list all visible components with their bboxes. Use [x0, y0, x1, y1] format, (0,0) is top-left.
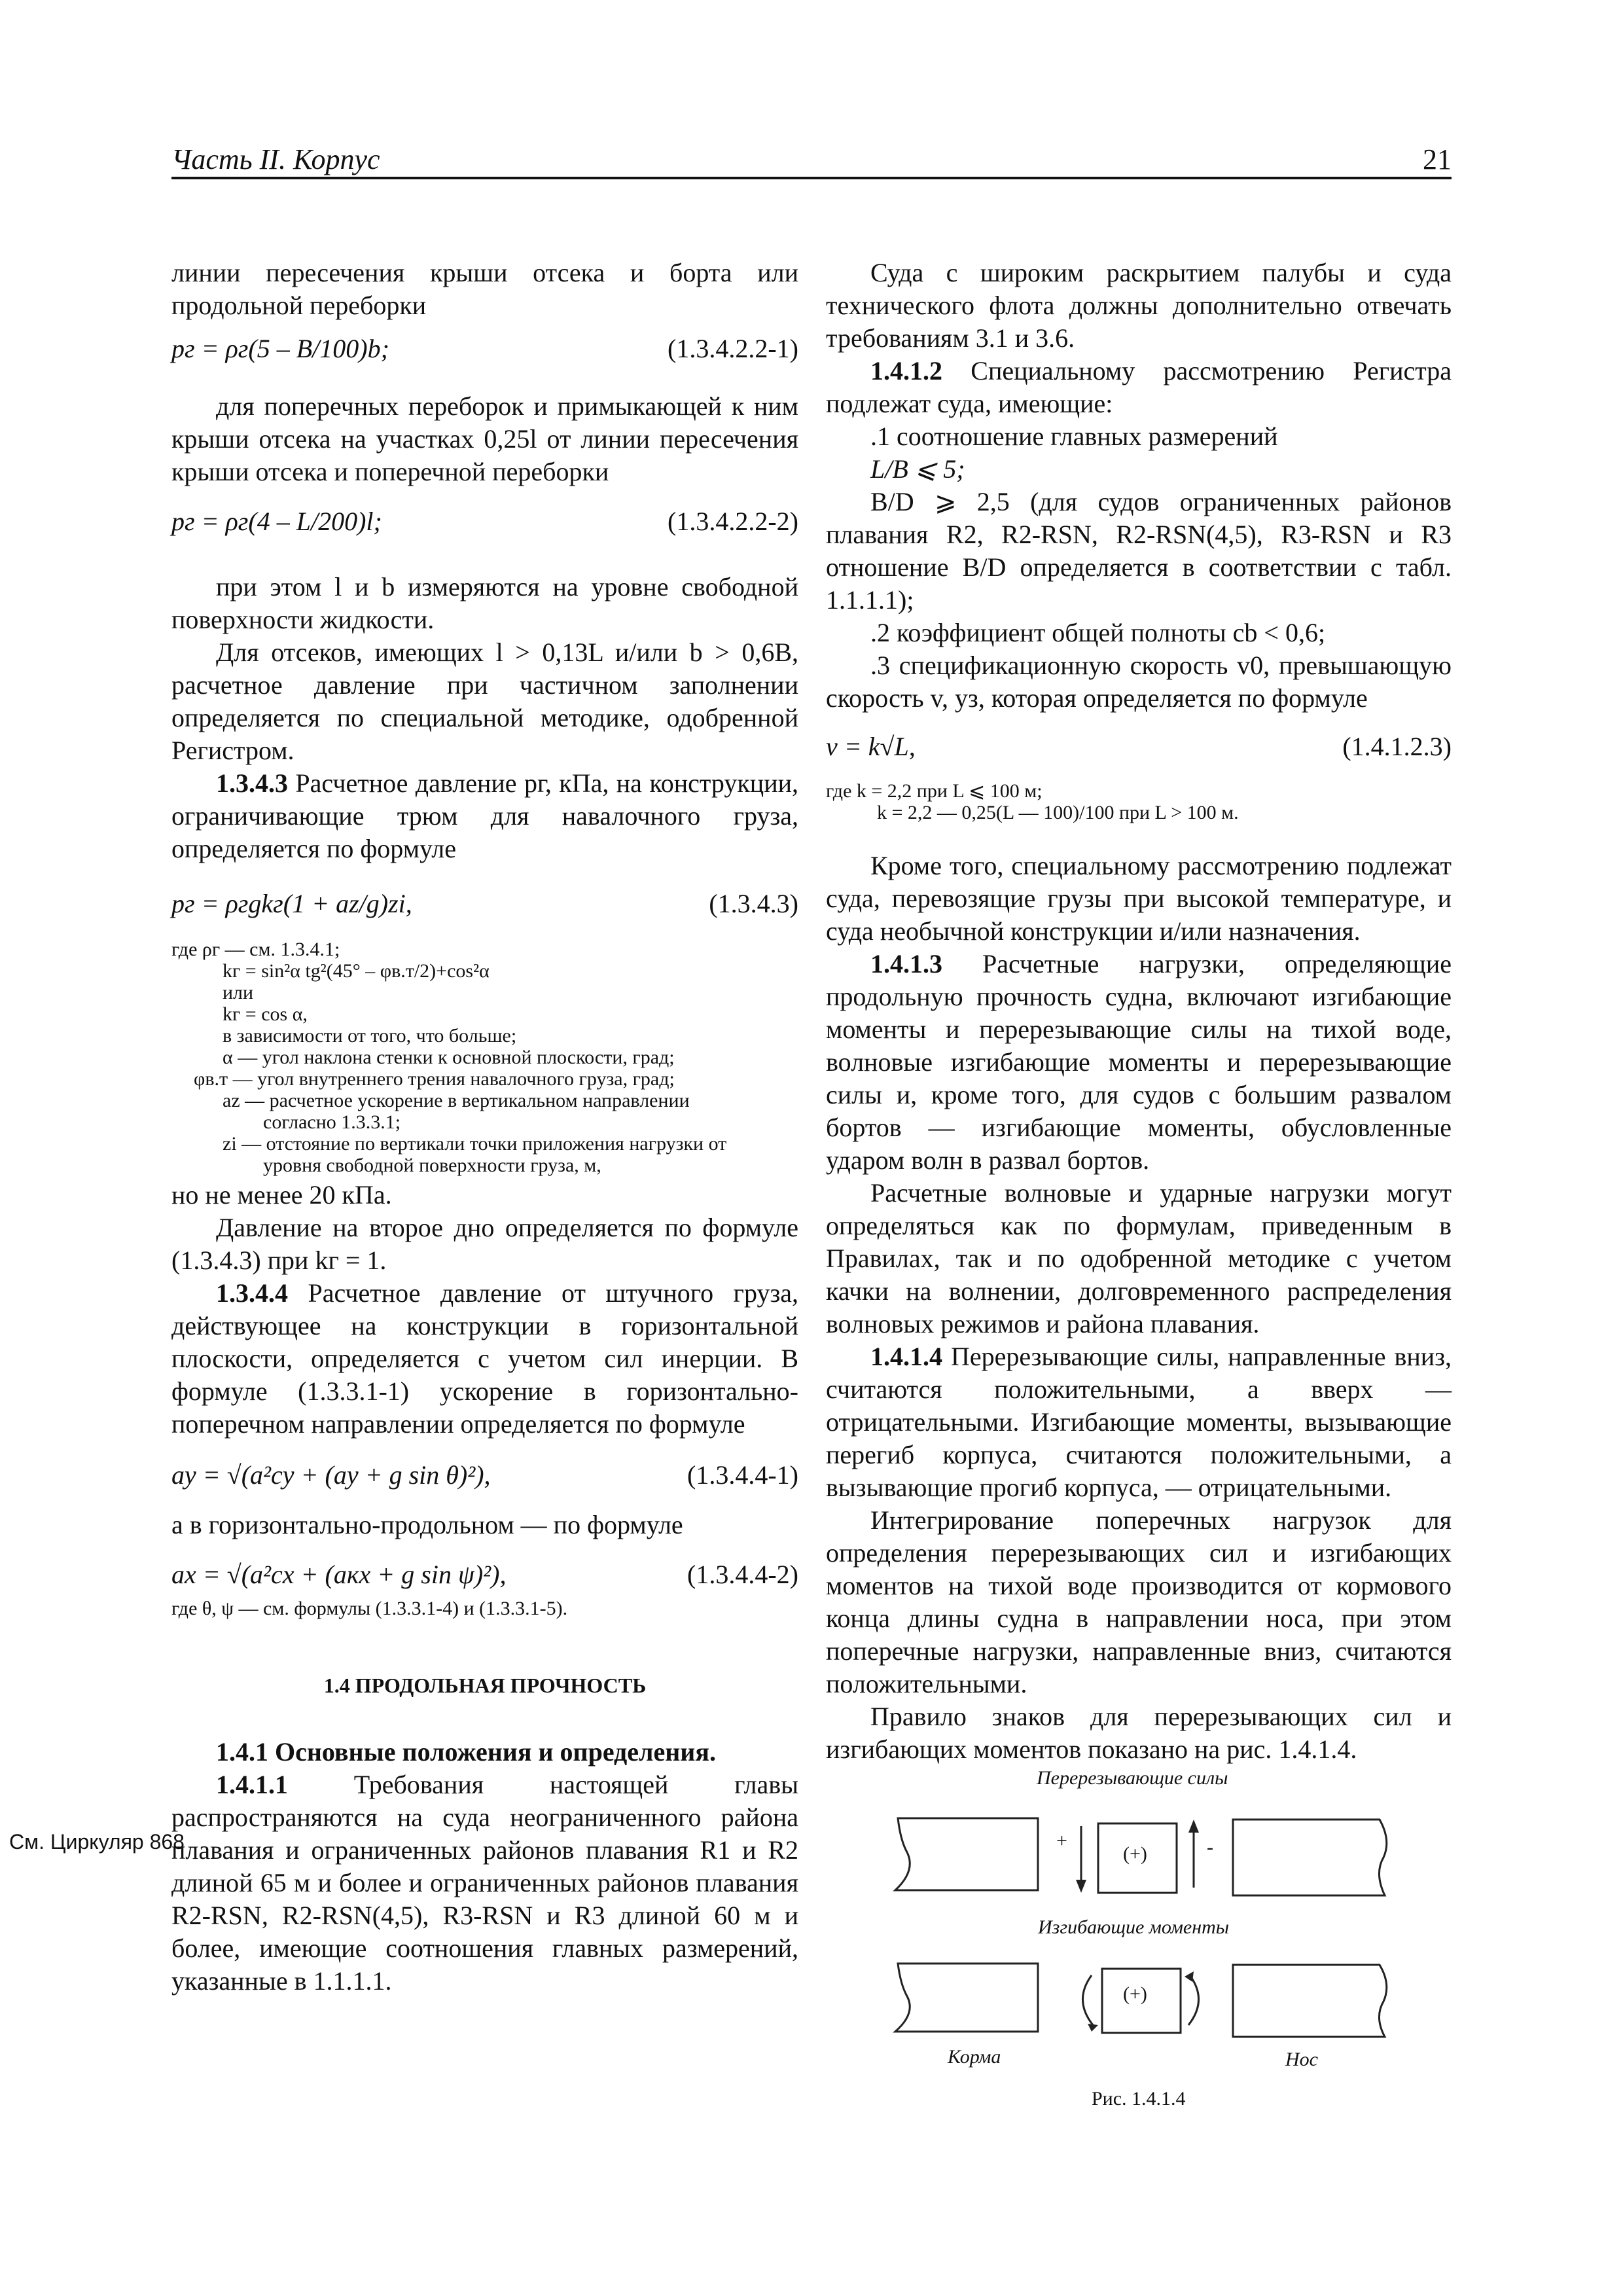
where-item: k = 2,2 — 0,25(L — 100)/100 при L > 100 м.	[877, 802, 1239, 823]
moment-arrowhead-left-icon	[1088, 2024, 1098, 2032]
clause-number: 1.4.1.3	[870, 949, 942, 978]
formula	[171, 505, 798, 538]
clause-text: Расчетные нагрузки, определяющие продольную прочность судна, включают изгибающие моменты и перерезывающие силы на тихой воде, волновые изгибающие моменты и перерезывающие силы и, кроме того, для судов с большим развалом бортов — изгибающие моменты, обусловленные ударом волн в развал бортов.	[826, 949, 1452, 1175]
where-note: где θ, ψ — см. формулы (1.3.3.1-4) и (1.3.3.1-5).	[171, 1598, 568, 1619]
where-item: kг = cos α,	[223, 1003, 308, 1025]
where-item: в зависимости от того, что больше;	[223, 1025, 517, 1047]
center-label-moment: (+)	[1123, 1983, 1147, 2005]
formula-expression: pг = ρг(5 – B/100)b;	[171, 334, 389, 363]
where-item: согласно 1.3.3.1;	[263, 1111, 401, 1133]
clause-text: Требования настоящей главы распространяются на суда неограниченного района плавания и ограниченных районов плавания R1 и R2 длиной 65 м и более и ограниченных районов плавания R2-RSN, R2-RSN(4,5), R3-RSN и R3 длиной 60 м и более, имеющие соотношения главных размерений, указанные в 1.1.1.1.	[171, 1770, 799, 1996]
formula-expression: ax = √(a²cx + (aкx + g sin ψ)²),	[171, 1560, 507, 1589]
formula-number: (1.3.4.2.2-2)	[668, 507, 798, 536]
sign-plus: +	[1056, 1830, 1067, 1852]
sign-convention-figure	[848, 1767, 1452, 2160]
figure-diagram	[848, 1767, 1452, 2160]
section-heading: 1.4 ПРОДОЛЬНАЯ ПРОЧНОСТЬ	[323, 1674, 647, 1697]
bow-segment-shear	[1233, 1820, 1387, 1895]
paragraph: а в горизонтально-продольном — по формуле	[171, 1510, 683, 1539]
center-element-shear	[1098, 1823, 1177, 1893]
subsection-heading: 1.4.1 Основные положения и определения.	[216, 1737, 716, 1767]
sign-minus: -	[1207, 1837, 1213, 1858]
formula	[171, 332, 798, 365]
bow-segment-moment	[1233, 1965, 1387, 2037]
formula	[171, 888, 798, 920]
list-item: L/B ⩽ 5;	[870, 454, 965, 484]
where-item: zi — отстояние по вертикали точки приложения нагрузки от	[223, 1133, 727, 1155]
formula	[826, 730, 1452, 763]
stern-label: Корма	[948, 2046, 1001, 2068]
where-item: где ρг — см. 1.3.4.1;	[171, 939, 340, 960]
list-item: .1 соотношение главных размерений	[870, 422, 1278, 451]
formula-number: (1.4.1.2.3)	[1342, 732, 1452, 761]
paragraph: Расчетные волновые и ударные нагрузки могут определяться как по формулам, приведенным в Правилах, так и по одобренной методике с учетом качки на волнении, долговременного распределения волновых режимов и района плавания.	[826, 1178, 1452, 1338]
bow-label: Нос	[1285, 2049, 1318, 2070]
margin-note: См. Циркуляр 868	[9, 1830, 185, 1854]
clause-number: 1.4.1.1	[216, 1770, 288, 1799]
stern-segment-shear	[895, 1818, 1038, 1890]
formula-expression: pг = ρг(4 – L/200)l;	[171, 507, 382, 536]
formula-expression: pг = ρгgkг(1 + az/g)zi,	[171, 889, 412, 918]
where-item: φв.т — угол внутреннего трения навалочного груза, град;	[194, 1068, 675, 1090]
clause-number: 1.3.4.4	[216, 1278, 288, 1308]
paragraph	[171, 1768, 798, 1998]
clause-text: Расчетное давление pг, кПа, на конструкции, ограничивающие трюм для навалочного груза, определяется по формуле	[171, 768, 798, 863]
where-item: az — расчетное ускорение в вертикальном направлении	[223, 1090, 690, 1111]
paragraph: но не менее 20 кПа.	[171, 1180, 392, 1210]
clause-text: Специальному рассмотрению Регистра подлежат суда, имеющие:	[826, 356, 1452, 418]
where-list	[826, 780, 1452, 823]
clause-number: 1.4.1.4	[870, 1342, 942, 1371]
clause-text: Перерезывающие силы, направленные вниз, считаются положительными, а вверх — отрицательными. Изгибающие моменты, вызывающие перегиб корпуса, считаются положительными, а вызывающие прогиб корпуса, — отрицательными.	[826, 1342, 1452, 1502]
paragraph	[826, 1340, 1452, 1504]
paragraph: при этом l и b измеряются на уровне свободной поверхности жидкости.	[171, 572, 798, 634]
shear-arrow-down-icon	[1076, 1880, 1086, 1893]
formula-expression: ay = √(a²cy + (ay + g sin θ)²),	[171, 1460, 491, 1490]
moment-arrow-right-icon	[1188, 1975, 1199, 2025]
moment-arrow-left-icon	[1082, 1975, 1093, 2025]
where-item: kг = sin²α tg²(45° – φв.т/2)+cos²α	[223, 960, 490, 982]
figure-label-moment: Изгибающие моменты	[1038, 1916, 1230, 1938]
formula-number: (1.3.4.4-2)	[687, 1560, 798, 1589]
center-label-shear: (+)	[1123, 1843, 1147, 1865]
paragraph	[171, 1277, 798, 1441]
paragraph: Для отсеков, имеющих l > 0,13L и/или b > 0,6B, расчетное давление при частичном заполнении определяется по специальной методике, одобренной Регистром.	[171, 637, 798, 765]
paragraph	[826, 948, 1452, 1177]
formula-expression: v = k√L,	[826, 732, 916, 761]
where-item: α — угол наклона стенки к основной плоскости, град;	[223, 1047, 675, 1068]
formula	[171, 1459, 798, 1492]
list-item: B/D ⩾ 2,5 (для судов ограниченных районов плавания R2, R2-RSN, R2-RSN(4,5), R3-RSN и R3 отношение B/D определяется в соответствии с табл. 1.1.1.1);	[826, 487, 1452, 615]
page-header	[171, 139, 1452, 179]
clause-number: 1.4.1.2	[870, 356, 942, 386]
formula-number: (1.3.4.2.2-1)	[668, 334, 798, 363]
figure-label-shear: Перерезывающие силы	[1037, 1767, 1228, 1789]
shear-arrow-up-icon	[1188, 1820, 1199, 1833]
right-column	[826, 257, 1452, 1766]
where-item: где k = 2,2 при L ⩽ 100 м;	[826, 780, 1043, 802]
clause-text: Расчетное давление от штучного груза, действующее на конструкции в горизонтальной плоскости, определяется с учетом сил инерции. В формуле (1.3.3.1-1) ускорение в горизонтально-поперечном направлении определяется по формуле	[171, 1278, 798, 1439]
formula	[171, 1558, 798, 1591]
formula-number: (1.3.4.4-1)	[687, 1460, 798, 1490]
left-column	[171, 257, 798, 1998]
paragraph: Давление на второе дно определяется по формуле (1.3.4.3) при kг = 1.	[171, 1213, 798, 1275]
list-item: .2 коэффициент общей полноты cb < 0,6;	[870, 618, 1326, 647]
paragraph: Правило знаков для перерезывающих сил и изгибающих моментов показано на рис. 1.4.1.4.	[826, 1702, 1452, 1764]
stern-segment-moment	[895, 1964, 1038, 2032]
where-item: или	[223, 982, 254, 1003]
center-element-moment	[1102, 1969, 1181, 2033]
paragraph: линии пересечения крыши отсека и борта или продольной переборки	[171, 258, 798, 320]
page-number: 21	[1423, 143, 1452, 175]
paragraph: Интегрирование поперечных нагрузок для определения перерезывающих сил и изгибающих моментов на тихой воде производится от кормового конца длины судна в направлении носа, при этом поперечные нагрузки, направленные вниз, считаются положительными.	[826, 1505, 1452, 1698]
running-title: Часть II. Корпус	[171, 143, 380, 175]
clause-number: 1.3.4.3	[216, 768, 288, 798]
formula-number: (1.3.4.3)	[709, 889, 798, 918]
moment-arrowhead-right-icon	[1185, 1971, 1194, 1982]
paragraph: Суда с широким раскрытием палубы и суда технического флота должны дополнительно отвечать требованиям 3.1 и 3.6.	[826, 258, 1452, 353]
paragraph: Кроме того, специальному рассмотрению подлежат суда, перевозящие грузы при высокой температуре, и суда необычной конструкции и/или назначения.	[826, 851, 1452, 946]
where-list	[171, 939, 798, 1176]
paragraph	[171, 767, 798, 865]
paragraph: для поперечных переборок и примыкающей к ним крыши отсека на участках 0,25l от линии пересечения крыши отсека и поперечной переборки	[171, 391, 798, 486]
paragraph	[826, 355, 1452, 420]
where-item: уровня свободной поверхности груза, м,	[263, 1155, 601, 1176]
list-item: .3 спецификационную скорость v0, превышающую скорость v, уз, которая определяется по формуле	[826, 651, 1452, 713]
figure-caption: Рис. 1.4.1.4	[1092, 2088, 1186, 2109]
